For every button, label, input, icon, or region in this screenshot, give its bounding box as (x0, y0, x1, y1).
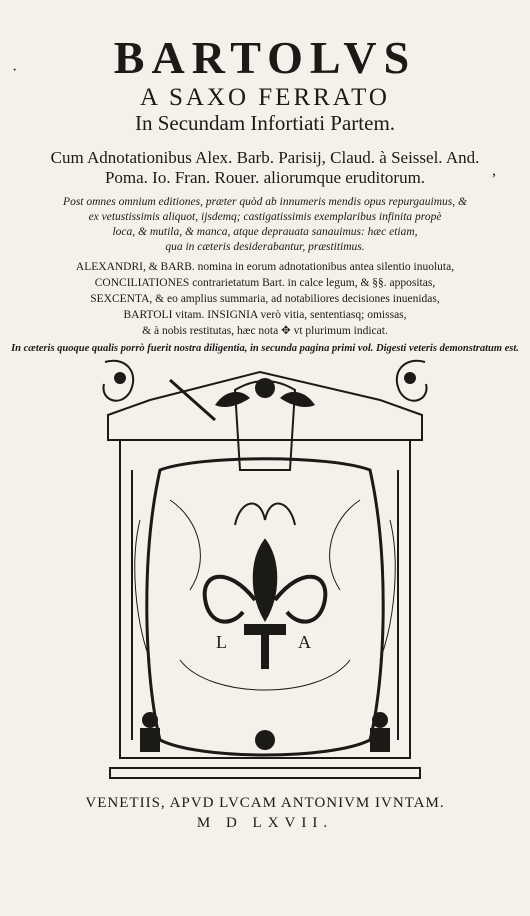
imprint-place-printer: VENETIIS, APVD LVCAM ANTONIVM IVNTAM. (85, 795, 445, 811)
device-letter-left: L (216, 632, 227, 652)
title-author: BARTOLVS (113, 32, 417, 83)
diligence-note: In cæteris quoque qualis porrò fuerit nostra diligentia, in secunda pagina primi vol. Digesti veteris demonstratum est. (11, 343, 519, 354)
contents-line-5: & à nobis restitutas, hæc nota ✥ vt plurimum indicat. (142, 325, 388, 337)
title-origin: A SAXO FERRATO (140, 84, 390, 111)
contents-line-1: ALEXANDRI, & BARB. nomina in eorum adnotationibus antea silentio inuoluta, (75, 261, 455, 273)
subtitle-line-1: Cum Adnotationibus Alex. Barb. Parisij, Claud. à Seissel. And. (50, 148, 480, 167)
italic-line-2: ex vetustissimis aliquot, ijsdemq; castigatissimis exemplaribus infinita propè (88, 211, 442, 223)
contents-line-3: SEXCENTA, & eo amplius summaria, ad notabiliores decisiones inuenidas, (90, 293, 440, 305)
imprint-year: M D LXVII. (196, 815, 334, 831)
subtitle-line-2: Poma. Io. Fran. Rouer. aliorumque eruditorum. (104, 168, 426, 187)
italic-line-3: loca, & mutila, & manca, atque deprauata sanauimus: hæc etiam, (112, 226, 418, 238)
contents-line-2: CONCILIATIONES contrarietatum Bart. in calce legum, & §§. appositas, (94, 277, 436, 289)
device-letter-right: A (298, 632, 311, 652)
italic-line-4: qua in cæteris desiderabantur, præstitimus. (165, 241, 365, 253)
margin-mark: · (12, 62, 18, 79)
contents-line-4: BARTOLI vitam. INSIGNIA verò vitia, sententiasq; omissas, (123, 309, 407, 321)
margin-mark: , (492, 162, 496, 179)
italic-line-1: Post omnes omnium editiones, præter quòd ab innumeris mendis opus repurgauimus, & (63, 196, 467, 208)
title-work: In Secundam Infortiati Partem. (134, 111, 396, 135)
